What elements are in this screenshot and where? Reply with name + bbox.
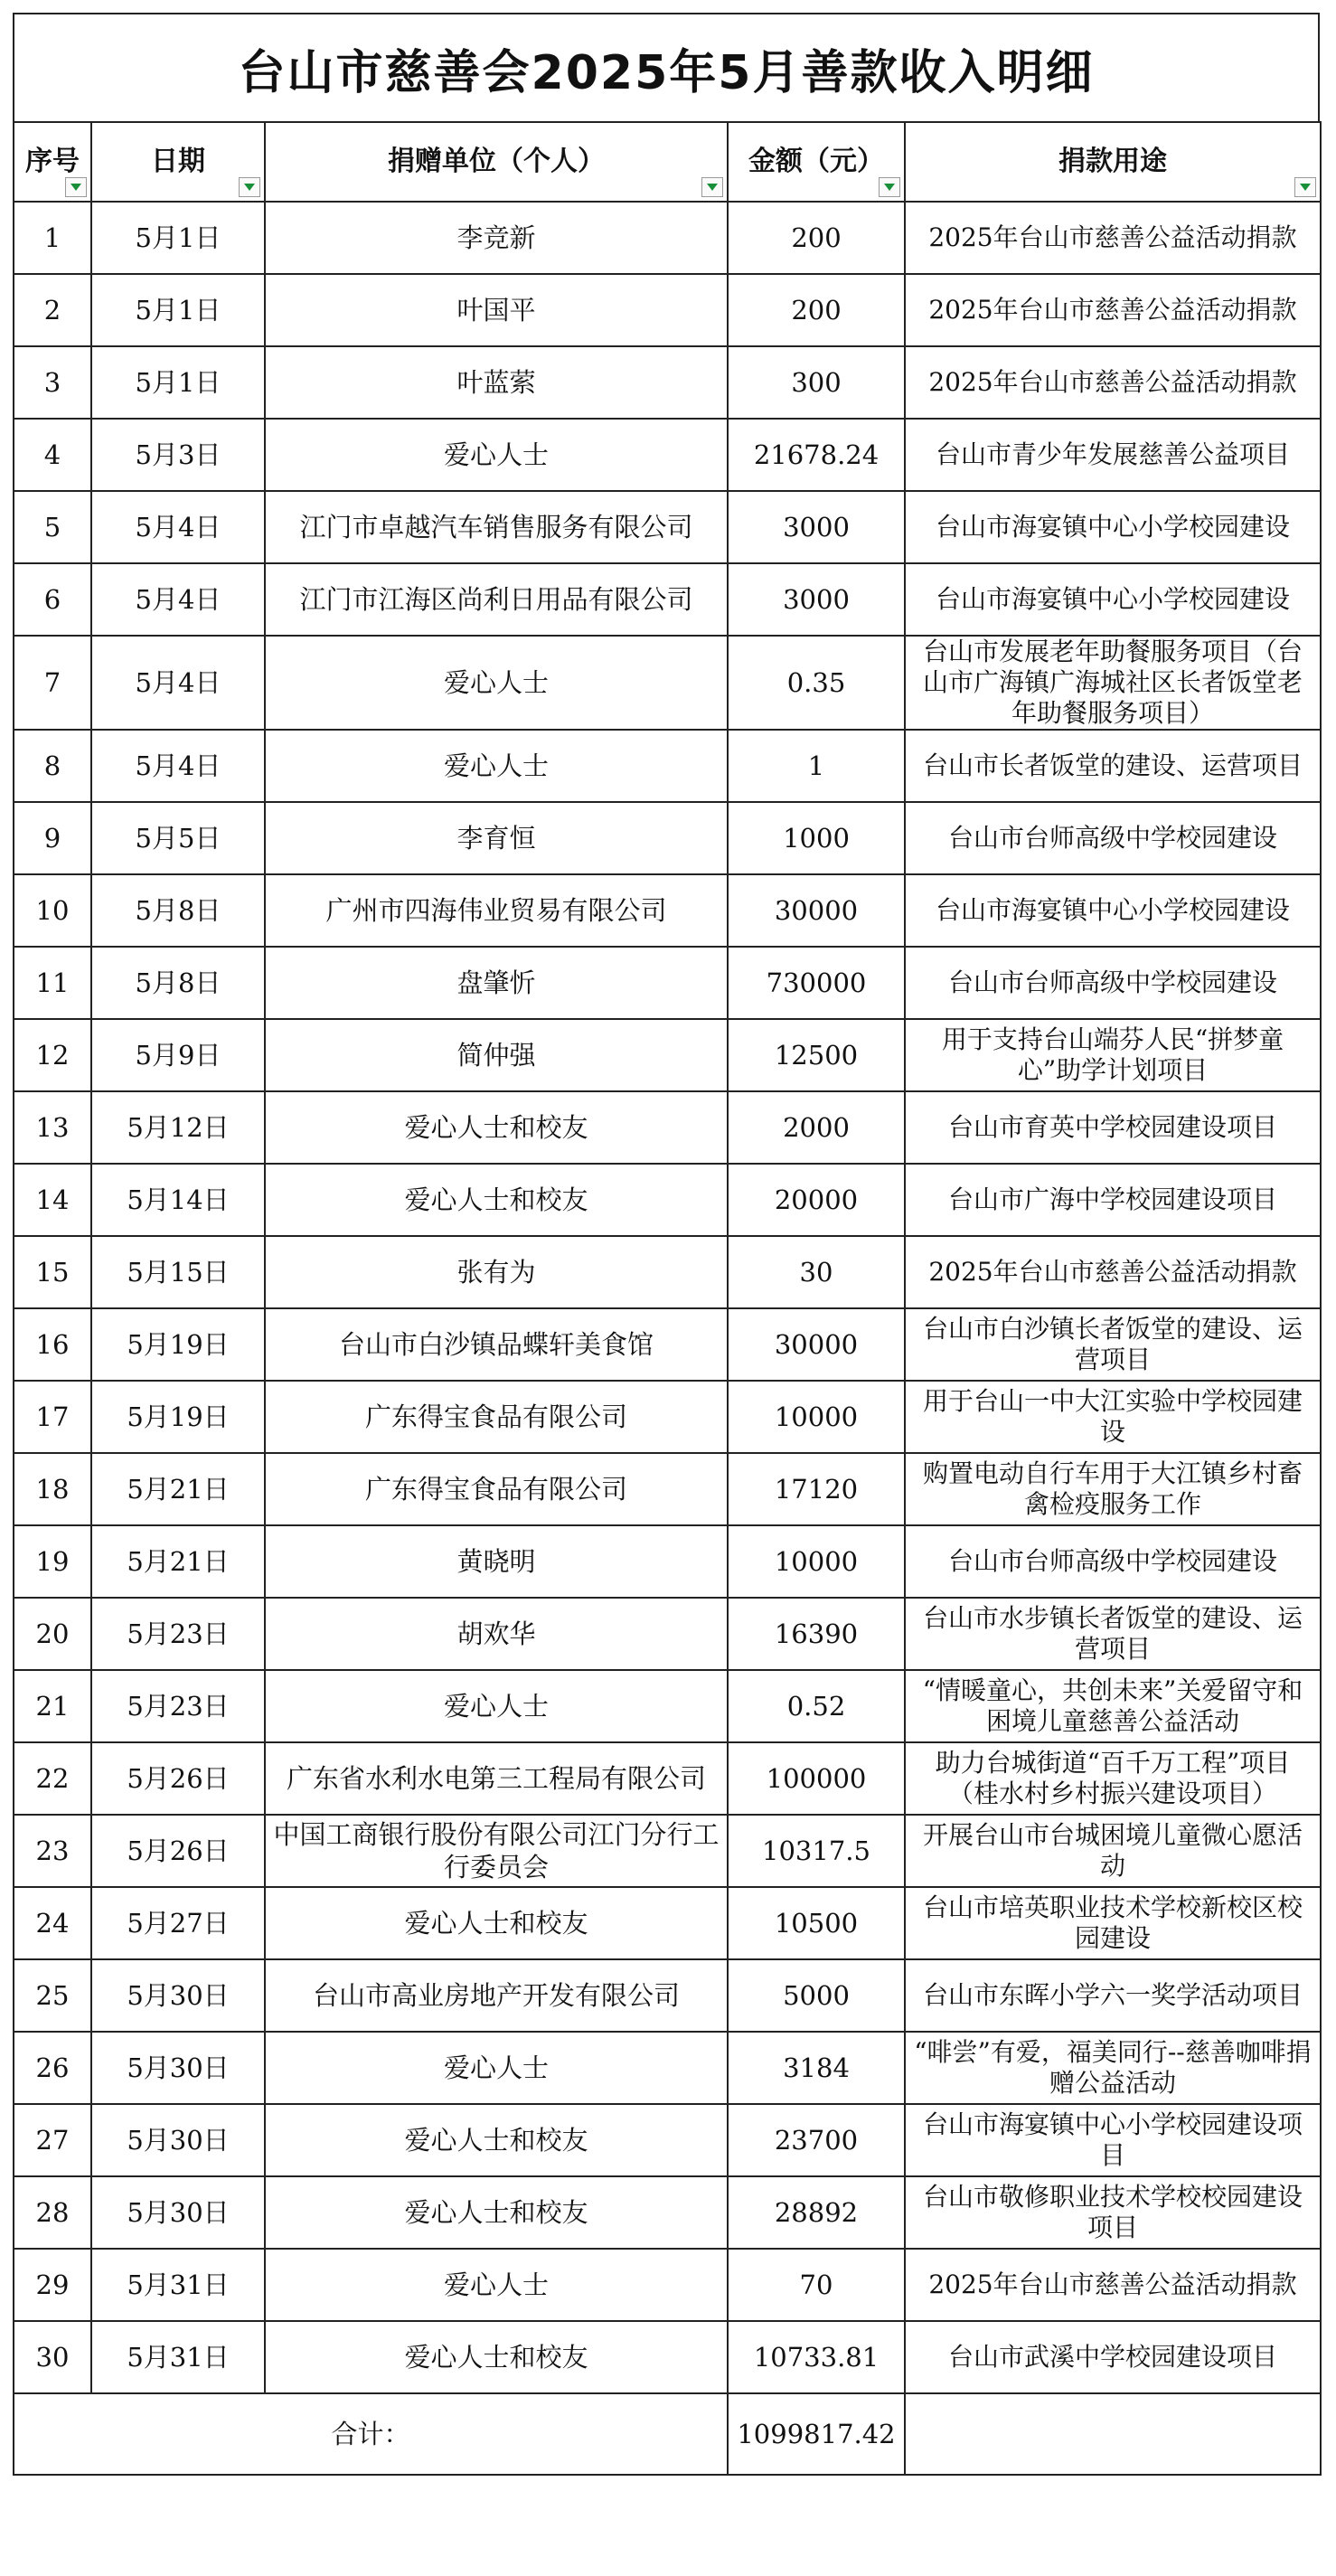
cell-donor: 江门市卓越汽车销售服务有限公司 xyxy=(265,491,728,563)
cell-seq: 13 xyxy=(14,1091,91,1164)
cell-donor: 爱心人士和校友 xyxy=(265,1164,728,1236)
cell-seq: 25 xyxy=(14,1959,91,2032)
cell-amount: 3184 xyxy=(728,2032,905,2104)
cell-date: 5月26日 xyxy=(91,1742,265,1815)
total-label: 合计： xyxy=(14,2393,728,2475)
cell-donor: 中国工商银行股份有限公司江门分行工行委员会 xyxy=(265,1815,728,1887)
cell-amount: 30 xyxy=(728,1236,905,1308)
cell-date: 5月5日 xyxy=(91,802,265,874)
cell-amount: 10500 xyxy=(728,1887,905,1959)
cell-date: 5月30日 xyxy=(91,2032,265,2104)
cell-purpose: “啡尝”有爱，福美同行--慈善咖啡捐赠公益活动 xyxy=(905,2032,1321,2104)
cell-amount: 17120 xyxy=(728,1453,905,1525)
cell-seq: 3 xyxy=(14,346,91,419)
cell-donor: 张有为 xyxy=(265,1236,728,1308)
cell-date: 5月30日 xyxy=(91,1959,265,2032)
cell-date: 5月21日 xyxy=(91,1453,265,1525)
table-row xyxy=(14,1019,1321,1091)
cell-donor: 爱心人士 xyxy=(265,730,728,802)
cell-purpose: 台山市海宴镇中心小学校园建设 xyxy=(905,563,1321,636)
cell-seq: 5 xyxy=(14,491,91,563)
cell-seq: 22 xyxy=(14,1742,91,1815)
table-row xyxy=(14,1887,1321,1959)
cell-amount: 23700 xyxy=(728,2104,905,2176)
cell-seq: 19 xyxy=(14,1525,91,1598)
cell-donor: 广东省水利水电第三工程局有限公司 xyxy=(265,1742,728,1815)
header-seq xyxy=(14,122,91,202)
table-body xyxy=(14,202,1321,2393)
cell-seq: 7 xyxy=(14,636,91,730)
cell-donor: 胡欢华 xyxy=(265,1598,728,1670)
header-donor xyxy=(265,122,728,202)
cell-purpose: 2025年台山市慈善公益活动捐款 xyxy=(905,2249,1321,2321)
cell-amount: 3000 xyxy=(728,563,905,636)
cell-date: 5月15日 xyxy=(91,1236,265,1308)
cell-donor: 爱心人士和校友 xyxy=(265,2176,728,2249)
total-empty-cell xyxy=(905,2393,1321,2475)
cell-donor: 广东得宝食品有限公司 xyxy=(265,1453,728,1525)
cell-date: 5月8日 xyxy=(91,947,265,1019)
cell-seq: 15 xyxy=(14,1236,91,1308)
cell-amount: 10000 xyxy=(728,1381,905,1453)
cell-date: 5月4日 xyxy=(91,491,265,563)
cell-donor: 爱心人士和校友 xyxy=(265,1091,728,1164)
table-row xyxy=(14,563,1321,636)
table-row xyxy=(14,346,1321,419)
cell-seq: 4 xyxy=(14,419,91,491)
table-row xyxy=(14,730,1321,802)
cell-purpose: 开展台山市台城困境儿童微心愿活动 xyxy=(905,1815,1321,1887)
filter-dropdown-icon[interactable] xyxy=(701,177,723,197)
cell-date: 5月31日 xyxy=(91,2249,265,2321)
cell-amount: 21678.24 xyxy=(728,419,905,491)
header-purpose xyxy=(905,122,1321,202)
header-purpose-label: 捐款用途 xyxy=(1058,146,1167,177)
cell-seq: 28 xyxy=(14,2176,91,2249)
cell-purpose: 台山市台师高级中学校园建设 xyxy=(905,802,1321,874)
table-row xyxy=(14,202,1321,274)
cell-purpose: 台山市台师高级中学校园建设 xyxy=(905,947,1321,1019)
cell-seq: 30 xyxy=(14,2321,91,2393)
header-row xyxy=(14,122,1321,202)
header-date xyxy=(91,122,265,202)
table-row xyxy=(14,274,1321,346)
cell-purpose: 台山市武溪中学校园建设项目 xyxy=(905,2321,1321,2393)
cell-purpose: 购置电动自行车用于大江镇乡村畜禽检疫服务工作 xyxy=(905,1453,1321,1525)
total-amount: 1099817.42 xyxy=(728,2393,905,2475)
cell-amount: 1000 xyxy=(728,802,905,874)
table-row xyxy=(14,2104,1321,2176)
cell-date: 5月1日 xyxy=(91,274,265,346)
cell-seq: 12 xyxy=(14,1019,91,1091)
cell-purpose: 台山市长者饭堂的建设、运营项目 xyxy=(905,730,1321,802)
filter-dropdown-icon[interactable] xyxy=(65,177,87,197)
cell-purpose: 2025年台山市慈善公益活动捐款 xyxy=(905,202,1321,274)
cell-date: 5月31日 xyxy=(91,2321,265,2393)
cell-donor: 李育恒 xyxy=(265,802,728,874)
cell-purpose: 台山市海宴镇中心小学校园建设 xyxy=(905,491,1321,563)
table-row xyxy=(14,1236,1321,1308)
table-row xyxy=(14,1164,1321,1236)
total-row xyxy=(14,2393,1321,2475)
cell-amount: 12500 xyxy=(728,1019,905,1091)
cell-seq: 23 xyxy=(14,1815,91,1887)
cell-amount: 70 xyxy=(728,2249,905,2321)
cell-purpose: 台山市白沙镇长者饭堂的建设、运营项目 xyxy=(905,1308,1321,1381)
cell-amount: 30000 xyxy=(728,874,905,947)
cell-purpose: 台山市敬修职业技术学校校园建设项目 xyxy=(905,2176,1321,2249)
cell-date: 5月1日 xyxy=(91,202,265,274)
cell-donor: 爱心人士 xyxy=(265,2249,728,2321)
cell-donor: 爱心人士 xyxy=(265,419,728,491)
cell-date: 5月14日 xyxy=(91,1164,265,1236)
filter-dropdown-icon[interactable] xyxy=(239,177,260,197)
cell-seq: 18 xyxy=(14,1453,91,1525)
cell-seq: 20 xyxy=(14,1598,91,1670)
table-row xyxy=(14,2032,1321,2104)
cell-purpose: 台山市广海中学校园建设项目 xyxy=(905,1164,1321,1236)
donation-table xyxy=(13,121,1322,2476)
cell-amount: 100000 xyxy=(728,1742,905,1815)
table-row xyxy=(14,1742,1321,1815)
cell-purpose: 助力台城街道“百千万工程”项目（桂水村乡村振兴建设项目） xyxy=(905,1742,1321,1815)
table-row xyxy=(14,1381,1321,1453)
cell-date: 5月4日 xyxy=(91,730,265,802)
table-row xyxy=(14,1670,1321,1742)
cell-date: 5月9日 xyxy=(91,1019,265,1091)
cell-amount: 200 xyxy=(728,202,905,274)
cell-amount: 200 xyxy=(728,274,905,346)
cell-purpose: 台山市水步镇长者饭堂的建设、运营项目 xyxy=(905,1598,1321,1670)
cell-purpose: 2025年台山市慈善公益活动捐款 xyxy=(905,346,1321,419)
cell-purpose: “情暖童心，共创未来”关爱留守和困境儿童慈善公益活动 xyxy=(905,1670,1321,1742)
cell-donor: 爱心人士和校友 xyxy=(265,2321,728,2393)
cell-purpose: 台山市培英职业技术学校新校区校园建设 xyxy=(905,1887,1321,1959)
table-row xyxy=(14,1815,1321,1887)
filter-dropdown-icon[interactable] xyxy=(879,177,900,197)
cell-donor: 叶国平 xyxy=(265,274,728,346)
cell-seq: 8 xyxy=(14,730,91,802)
cell-seq: 24 xyxy=(14,1887,91,1959)
cell-seq: 21 xyxy=(14,1670,91,1742)
table-row xyxy=(14,1598,1321,1670)
cell-amount: 2000 xyxy=(728,1091,905,1164)
cell-date: 5月19日 xyxy=(91,1308,265,1381)
cell-seq: 29 xyxy=(14,2249,91,2321)
cell-amount: 10317.5 xyxy=(728,1815,905,1887)
cell-seq: 11 xyxy=(14,947,91,1019)
cell-date: 5月23日 xyxy=(91,1670,265,1742)
cell-amount: 10000 xyxy=(728,1525,905,1598)
cell-amount: 300 xyxy=(728,346,905,419)
cell-seq: 16 xyxy=(14,1308,91,1381)
cell-date: 5月8日 xyxy=(91,874,265,947)
cell-date: 5月23日 xyxy=(91,1598,265,1670)
cell-amount: 10733.81 xyxy=(728,2321,905,2393)
cell-donor: 简仲强 xyxy=(265,1019,728,1091)
cell-date: 5月12日 xyxy=(91,1091,265,1164)
cell-amount: 5000 xyxy=(728,1959,905,2032)
table-row xyxy=(14,1525,1321,1598)
cell-purpose: 用于台山一中大江实验中学校园建设 xyxy=(905,1381,1321,1453)
cell-amount: 3000 xyxy=(728,491,905,563)
cell-purpose: 台山市发展老年助餐服务项目（台山市广海镇广海城社区长者饭堂老年助餐服务项目） xyxy=(905,636,1321,730)
cell-purpose: 台山市海宴镇中心小学校园建设项目 xyxy=(905,2104,1321,2176)
cell-amount: 730000 xyxy=(728,947,905,1019)
cell-seq: 26 xyxy=(14,2032,91,2104)
table-row xyxy=(14,419,1321,491)
spreadsheet xyxy=(13,13,1320,2476)
cell-date: 5月26日 xyxy=(91,1815,265,1887)
cell-donor: 爱心人士和校友 xyxy=(265,1887,728,1959)
header-date-label: 日期 xyxy=(151,146,205,177)
cell-purpose: 台山市东晖小学六一奖学活动项目 xyxy=(905,1959,1321,2032)
cell-amount: 0.52 xyxy=(728,1670,905,1742)
table-row xyxy=(14,2176,1321,2249)
cell-amount: 16390 xyxy=(728,1598,905,1670)
cell-donor: 爱心人士 xyxy=(265,636,728,730)
cell-donor: 爱心人士和校友 xyxy=(265,2104,728,2176)
cell-amount: 30000 xyxy=(728,1308,905,1381)
table-row xyxy=(14,2249,1321,2321)
cell-donor: 盘肇忻 xyxy=(265,947,728,1019)
cell-date: 5月1日 xyxy=(91,346,265,419)
cell-date: 5月19日 xyxy=(91,1381,265,1453)
page-title: 台山市慈善会2025年5月善款收入明细 xyxy=(13,13,1320,121)
table-row xyxy=(14,1308,1321,1381)
table-row xyxy=(14,1453,1321,1525)
cell-date: 5月4日 xyxy=(91,563,265,636)
table-row xyxy=(14,636,1321,730)
cell-date: 5月21日 xyxy=(91,1525,265,1598)
cell-seq: 14 xyxy=(14,1164,91,1236)
cell-donor: 江门市江海区尚利日用品有限公司 xyxy=(265,563,728,636)
table-row xyxy=(14,2321,1321,2393)
cell-date: 5月3日 xyxy=(91,419,265,491)
cell-date: 5月30日 xyxy=(91,2176,265,2249)
table-row xyxy=(14,874,1321,947)
cell-seq: 27 xyxy=(14,2104,91,2176)
table-row xyxy=(14,1091,1321,1164)
filter-dropdown-icon[interactable] xyxy=(1294,177,1316,197)
cell-seq: 9 xyxy=(14,802,91,874)
cell-amount: 1 xyxy=(728,730,905,802)
header-donor-label: 捐赠单位（个人） xyxy=(388,146,605,177)
cell-seq: 1 xyxy=(14,202,91,274)
cell-donor: 黄晓明 xyxy=(265,1525,728,1598)
header-seq-label: 序号 xyxy=(25,146,80,177)
cell-seq: 2 xyxy=(14,274,91,346)
cell-seq: 10 xyxy=(14,874,91,947)
cell-purpose: 用于支持台山端芬人民“拼梦童心”助学计划项目 xyxy=(905,1019,1321,1091)
cell-donor: 台山市白沙镇品蝶轩美食馆 xyxy=(265,1308,728,1381)
cell-donor: 广东得宝食品有限公司 xyxy=(265,1381,728,1453)
cell-donor: 台山市高业房地产开发有限公司 xyxy=(265,1959,728,2032)
table-row xyxy=(14,1959,1321,2032)
cell-amount: 28892 xyxy=(728,2176,905,2249)
cell-purpose: 2025年台山市慈善公益活动捐款 xyxy=(905,1236,1321,1308)
cell-seq: 6 xyxy=(14,563,91,636)
cell-date: 5月30日 xyxy=(91,2104,265,2176)
cell-donor: 叶蓝萦 xyxy=(265,346,728,419)
cell-donor: 爱心人士 xyxy=(265,2032,728,2104)
cell-seq: 17 xyxy=(14,1381,91,1453)
cell-purpose: 台山市台师高级中学校园建设 xyxy=(905,1525,1321,1598)
cell-date: 5月27日 xyxy=(91,1887,265,1959)
header-amount xyxy=(728,122,905,202)
cell-purpose: 台山市海宴镇中心小学校园建设 xyxy=(905,874,1321,947)
table-row xyxy=(14,491,1321,563)
cell-purpose: 台山市青少年发展慈善公益项目 xyxy=(905,419,1321,491)
header-amount-label: 金额（元） xyxy=(748,146,884,177)
cell-purpose: 台山市育英中学校园建设项目 xyxy=(905,1091,1321,1164)
cell-donor: 李竞新 xyxy=(265,202,728,274)
table-row xyxy=(14,947,1321,1019)
table-row xyxy=(14,802,1321,874)
cell-amount: 20000 xyxy=(728,1164,905,1236)
cell-date: 5月4日 xyxy=(91,636,265,730)
cell-donor: 爱心人士 xyxy=(265,1670,728,1742)
cell-amount: 0.35 xyxy=(728,636,905,730)
cell-donor: 广州市四海伟业贸易有限公司 xyxy=(265,874,728,947)
cell-purpose: 2025年台山市慈善公益活动捐款 xyxy=(905,274,1321,346)
